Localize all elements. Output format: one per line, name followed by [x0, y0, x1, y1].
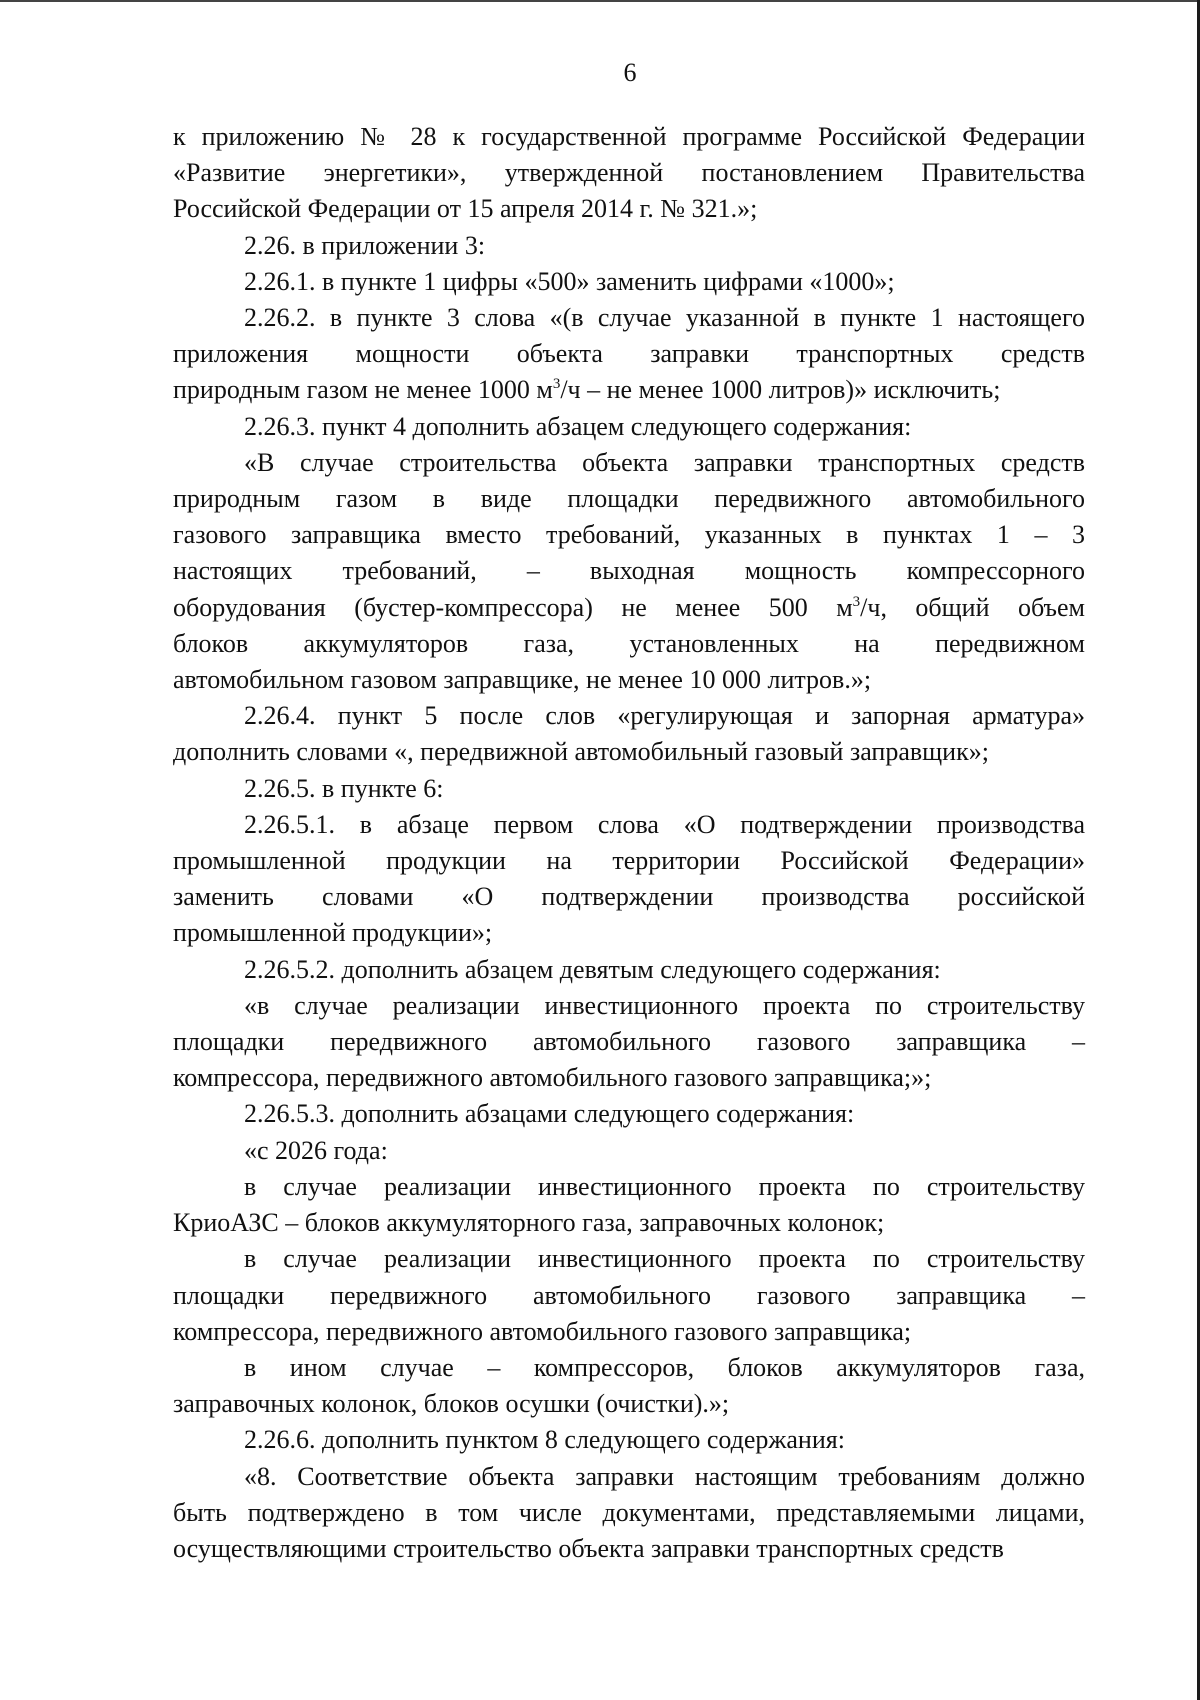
text-line: 2.26.6. дополнить пунктом 8 следующего содержания:: [244, 1425, 845, 1455]
text-line: «8. Соответствие объекта заправки настоящим требованиям должно: [244, 1461, 1085, 1491]
paragraph: [173, 1459, 1085, 1568]
text-line: заменить словами «О подтверждении производства российской: [173, 882, 1085, 912]
text-line: быть подтверждено в том числе документами, представляемыми лицами,: [173, 1497, 1085, 1527]
text-line: «Развитие энергетики», утвержденной постановлением Правительства: [173, 158, 1085, 188]
text-line: «в случае реализации инвестиционного проекта по строительству: [244, 990, 1085, 1020]
text-line: компрессора, передвижного автомобильного газового заправщика;: [173, 1316, 912, 1346]
paragraph: [173, 1169, 1085, 1241]
text-line: «В случае строительства объекта заправки транспортных средств: [244, 447, 1085, 477]
paragraph: [173, 1133, 1085, 1169]
paragraph: [173, 1241, 1085, 1350]
paragraph: [173, 988, 1085, 1097]
text-line: в случае реализации инвестиционного проекта по строительству: [244, 1171, 1085, 1201]
text-line: природным газом не менее 1000 $м^3/ч$ – не менее 1000 литров)» исключить;: [173, 375, 1001, 405]
paragraph: [173, 119, 1085, 228]
text-line: КриоАЗС – блоков аккумуляторного газа, заправочных колонок;: [173, 1208, 885, 1238]
text-line: в ином случае – компрессоров, блоков аккумуляторов газа,: [244, 1352, 1085, 1382]
text-line: природным газом в виде площадки передвижного автомобильного: [173, 484, 1085, 514]
paragraph: [173, 264, 1085, 300]
text-line: 2.26.4. пункт 5 после слов «регулирующая и запорная арматура»: [244, 701, 1085, 731]
document-body: [173, 119, 1085, 1567]
paragraph: [173, 409, 1085, 445]
text-line: осуществляющими строительство объекта заправки транспортных средств: [173, 1533, 1004, 1563]
text-line: промышленной продукции»;: [173, 918, 493, 948]
text-line: газового заправщика вместо требований, указанных в пунктах 1 – 3: [173, 520, 1085, 550]
paragraph: [173, 300, 1085, 409]
text-line: 2.26.3. пункт 4 дополнить абзацем следующего содержания:: [244, 411, 912, 441]
text-line: блоков аккумуляторов газа, установленных на передвижном: [173, 628, 1085, 658]
text-line: 2.26.2. в пункте 3 слова «(в случае указанной в пункте 1 настоящего: [244, 303, 1085, 333]
text-line: приложения мощности объекта заправки транспортных средств: [173, 339, 1085, 369]
text-line: автомобильном газовом заправщике, не менее 10 000 литров.»;: [173, 665, 872, 695]
page-top-edge: [0, 0, 1200, 2]
paragraph: [173, 228, 1085, 264]
paragraph: [173, 807, 1085, 952]
paragraph: [173, 1422, 1085, 1458]
text-line: 2.26.1. в пункте 1 цифры «500» заменить цифрами «1000»;: [244, 266, 895, 296]
paragraph: [173, 698, 1085, 770]
paragraph: [173, 445, 1085, 698]
text-line: 2.26.5.3. дополнить абзацами следующего содержания:: [244, 1099, 855, 1129]
text-line: 2.26.5.1. в абзаце первом слова «О подтверждении производства: [244, 809, 1085, 839]
text-line: компрессора, передвижного автомобильного газового заправщика;»;: [173, 1063, 932, 1093]
text-line: в случае реализации инвестиционного проекта по строительству: [244, 1244, 1085, 1274]
text-line: «с 2026 года:: [244, 1135, 388, 1165]
paragraph: [173, 952, 1085, 988]
page-number: 6: [623, 58, 637, 87]
text-line: настоящих требований, – выходная мощность компрессорного: [173, 556, 1085, 586]
text-line: площадки передвижного автомобильного газового заправщика –: [173, 1280, 1085, 1310]
text-line: 2.26. в приложении 3:: [244, 230, 486, 260]
paragraph: [173, 1350, 1085, 1422]
text-line: оборудования (бустер-компрессора) не менее 500 $м^3/ч$, общий объем: [173, 592, 1085, 622]
text-line: 2.26.5. в пункте 6:: [244, 773, 444, 803]
text-line: Российской Федерации от 15 апреля 2014 г. № 321.»;: [173, 194, 758, 224]
text-line: дополнить словами «, передвижной автомобильный газовый заправщик»;: [173, 737, 989, 767]
paragraph: [173, 1096, 1085, 1132]
text-line: площадки передвижного автомобильного газового заправщика –: [173, 1027, 1085, 1057]
text-line: промышленной продукции на территории Российской Федерации»: [173, 846, 1085, 876]
text-line: заправочных колонок, блоков осушки (очистки).»;: [173, 1389, 730, 1419]
paragraph: [173, 771, 1085, 807]
text-line: к приложению № 28 к государственной программе Российской Федерации: [173, 122, 1085, 151]
text-line: 2.26.5.2. дополнить абзацем девятым следующего содержания:: [244, 954, 941, 984]
